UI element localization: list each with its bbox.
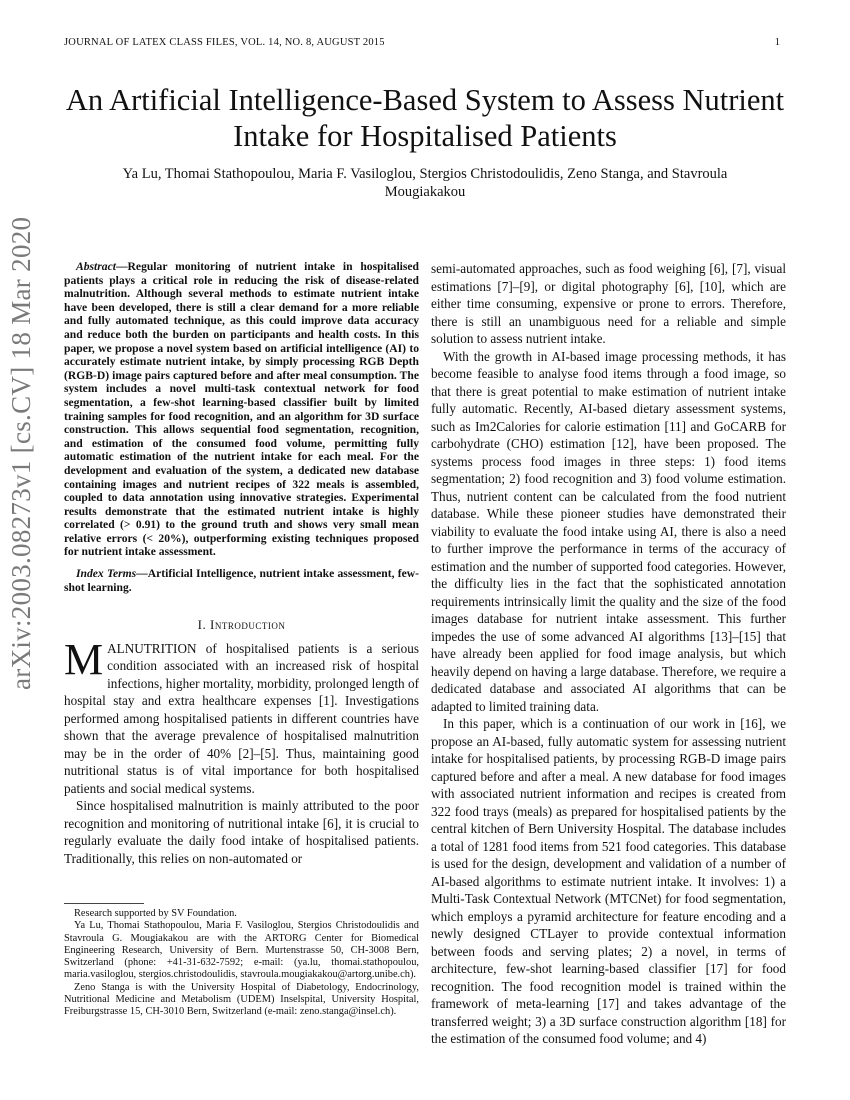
index-terms-text: —Artificial Intelligence, nutrient intake assessment, few-shot learning. xyxy=(64,567,419,594)
abstract-text: —Regular monitoring of nutrient intake in hospitalised patients plays a critical role in reducing the risk of disease-related malnutrition. Although several methods to estimate nutrient intake have been developed, there is still a clear demand for a more reliable and fully automated technique, as this could improve data accuracy and reduce both the burden on participants and health costs. In this paper, we propose a novel system based on artificial intelligence (AI) to accurately estimate nutrient intake, by simply processing RGB Depth (RGB-D) image pairs captured before and after meal consumption. The system includes a novel multi-task contextual network for food segmentation, a few-shot learning-based classifier built by limited training samples for food recognition, and an algorithm for 3D surface construction. This allows sequential food segmentation, recognition, and estimation of the consumed food volume, permitting fully automatic estimation of the nutrient intake for each meal. For the development and evaluation of the system, a dedicated new database containing images and nutrient recipes of 322 meals is assembled, coupled to data annotation using innovative strategies. Experimental results demonstrate that the estimated nutrient intake is highly correlated (> 0.91) to the ground truth and shows very small mean relative errors (< 20%), outperforming existing techniques proposed for nutrient intake assessment. xyxy=(64,260,419,559)
abstract xyxy=(64,260,419,559)
index-terms-label: Index Terms xyxy=(76,567,137,581)
right-paragraph-3: In this paper, which is a continuation of our work in [16], we propose an AI-based, fully automatic system for assessing nutrient intake for hospitalised patients, by processing RGB-D image pairs captured before and after a meal. A new database for food images with associated nutrient information and recipes is created from 322 food trays (meals) as prepared for hospitalised patients by the central kitchen of Bern University Hospital. The database includes a total of 1281 food items from 521 food categories. This database is used for the design, development and validation of a number of AI-based algorithms to estimate nutrient intake. It involves: 1) a Multi-Task Contextual Network (MTCNet) for food segmentation, which employs a pyramid architecture for feature encoding and a newly designed CTLayer to provide contextual information between foods and serving plates; 2) a novel, in terms of architecture, few-shot learning-based classifier [17] for food recognition. The food recognition model is trained within the framework of meta-learning [17] and takes advantage of the transferred weight; 3) a 3D surface construction algorithm [18] for the estimation of the consumed food volume; and 4) xyxy=(431,716,786,1046)
footnote-affiliation-1: Ya Lu, Thomai Stathopoulou, Maria F. Vasiloglou, Stergios Christodoulidis and Stavroula G. Mougiakakou are with the ARTORG Center for Biomedical Engineering Research, University of Bern. Murtenstrasse 50, CH-3008 Bern, Switzerland (phone: +41-31-632-7592; e-mail: (ya.lu, thomai.stathopoulou, maria.vasiloglou, stergios.christodoulidis, stavroula.mougiakakou@artorg.unibe.ch). xyxy=(64,920,419,981)
right-column xyxy=(431,260,786,1048)
author-list: Ya Lu, Thomai Stathopoulou, Maria F. Vasiloglou, Stergios Christodoulidis, Zeno Stanga, and Stavroula Mougiakakou xyxy=(122,166,728,200)
section-title: Introduction xyxy=(210,617,286,633)
footnotes xyxy=(64,903,419,1019)
right-paragraph-1: semi-automated approaches, such as food weighing [6], [7], visual estimations [7]–[9], or digital photography [6], [10], which are either time consuming, expensive or prone to errors. Therefore, there is still an unambiguous need for a reliable and simple solution to assess nutrient intake. xyxy=(431,261,786,346)
section-number: I. xyxy=(197,617,210,633)
section-heading xyxy=(64,616,419,634)
intro-p1-text: of hospitalised patients is a serious condition associated with an increased risk of hospital infections, higher mortality, morbidity, prolonged length of hospital stay and extra healthcare expenses [1]. Investigations performed among hospitalised patients in different countries have shown that the average prevalence of hospitalised malnutrition may be in the order of 40% [2]–[5]. Thus, maintaining good nutritional status is of vital importance for both hospitalised patients and social medical systems. xyxy=(64,640,419,796)
running-header: JOURNAL OF LATEX CLASS FILES, VOL. 14, NO. 8, AUGUST 2015 xyxy=(64,37,385,48)
right-paragraph-2: With the growth in AI-based image processing methods, it has become feasible to analyse food items through a food image, so that there is great potential to make estimation of nutrient intake fully automatic. Recently, AI-based dietary assessment systems, such as Im2Calories for calorie estimation [11] and GoCARB for carbohydrate (CHO) estimation [12], have been proposed. The systems process food images in three steps: 1) food items segmentation; 2) food recognition and 3) food volume estimation. Thus, nutrient content can be calculated from the food nutrient database. While these pioneer studies have demonstrated their viability to evaluate the food intake using AI, there is also a need to further improve the performance in terms of the accuracy of estimation and the number of supported food categories. However, the difficulty lies in the fact that the sophisticated annotation requirements intrinsically limit the quality and the size of the food images database for nutrient intake assessment. This further impedes the use of some advanced AI algorithms [13]–[15] that have already been applied for food image analysis, but which heavily depend on having a large database. Therefore, we require a dedicated database and associated AI algorithms that can be adapted to limited training data. xyxy=(431,348,786,714)
left-column xyxy=(64,260,419,867)
intro-paragraph-2: Since hospitalised malnutrition is mainly attributed to the poor recognition and monitoring of nutritional intake [6], it is crucial to regularly evaluate the daily food intake of hospitalised patients. Traditionally, this relies on non-automated or xyxy=(64,798,419,866)
index-terms xyxy=(64,567,419,594)
footnote-affiliation-2: Zeno Stanga is with the University Hospital of Diabetology, Endocrinology, Nutritional Medicine and Metabolism (UDEM) Inselspital, University Hospital, Freiburgstrasse 15, CH-3010 Bern, Switzerland (e-mail: zeno.stanga@insel.ch). xyxy=(64,981,419,1018)
intro-small-caps: ALNUTRITION xyxy=(107,640,197,656)
drop-cap: M xyxy=(64,634,104,684)
page-number: 1 xyxy=(774,37,780,48)
abstract-label: Abstract xyxy=(76,260,116,273)
intro-paragraph-1 xyxy=(64,634,419,798)
paper-title: An Artificial Intelligence-Based System to Assess Nutrient Intake for Hospitalised Patients xyxy=(65,83,785,153)
footnote-rule xyxy=(64,903,144,904)
footnote-funding: Research supported by SV Foundation. xyxy=(74,908,237,919)
arxiv-watermark: arXiv:2003.08273v1 [cs.CV] 18 Mar 2020 xyxy=(6,216,36,690)
